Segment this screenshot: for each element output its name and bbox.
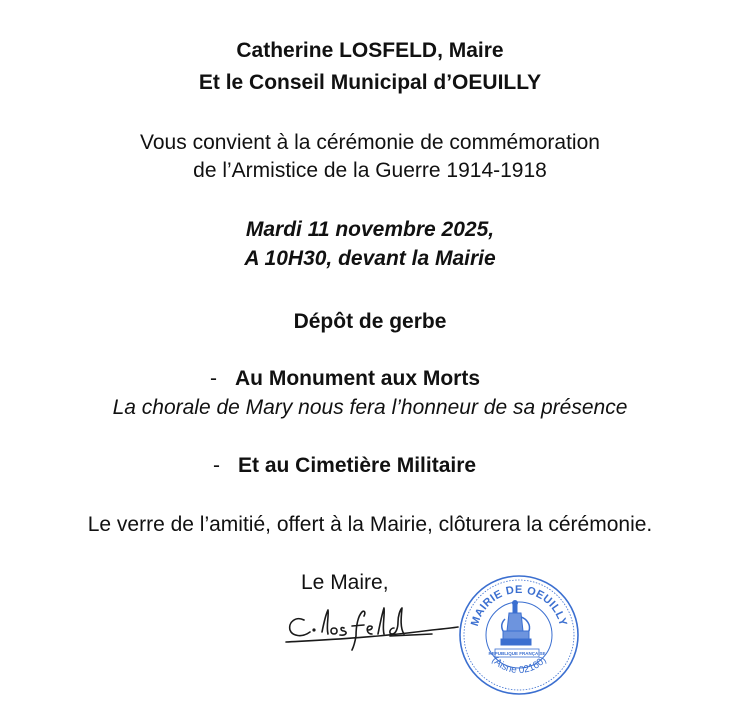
stamp-top-text: MAIRIE DE OEUILLY [468,583,569,628]
closing-note: Le verre de l’amitié, offert à la Mairie, clôturera la cérémonie. [87,513,653,536]
handwritten-signature [282,598,462,658]
invitation-line-2: de l’Armistice de la Guerre 1914-1918 [193,159,547,182]
stamp-emblem-icon [501,601,531,646]
council-name: Et le Conseil Municipal d’OEUILLY [198,71,542,94]
mayor-name: Catherine LOSFELD, Maire [236,39,504,62]
program-item-monument [210,366,480,392]
event-time-place: A 10H30, devant la Mairie [244,247,496,270]
program-item-label: Au Monument aux Morts [235,367,480,390]
stamp-banner-text: REPUBLIQUE FRANÇAISE [488,651,546,656]
program-item-label: Et au Cimetière Militaire [238,454,477,477]
program-title: Dépôt de gerbe [293,310,447,333]
invitation-line-1: Vous convient à la cérémonie de commémoration [140,131,600,154]
stamp-bottom-text: (Aisne 02160) [489,654,549,677]
signature-label: Le Maire, [301,571,389,594]
mairie-stamp [457,573,581,697]
bullet-dash: - [210,367,217,390]
program-item-cemetery [213,453,476,479]
bullet-dash: - [213,454,220,477]
choir-note: La chorale de Mary nous fera l’honneur de sa présence [112,396,628,419]
svg-text:(Aisne 02160) [489,655,548,676]
event-date: Mardi 11 novembre 2025, [245,218,495,241]
